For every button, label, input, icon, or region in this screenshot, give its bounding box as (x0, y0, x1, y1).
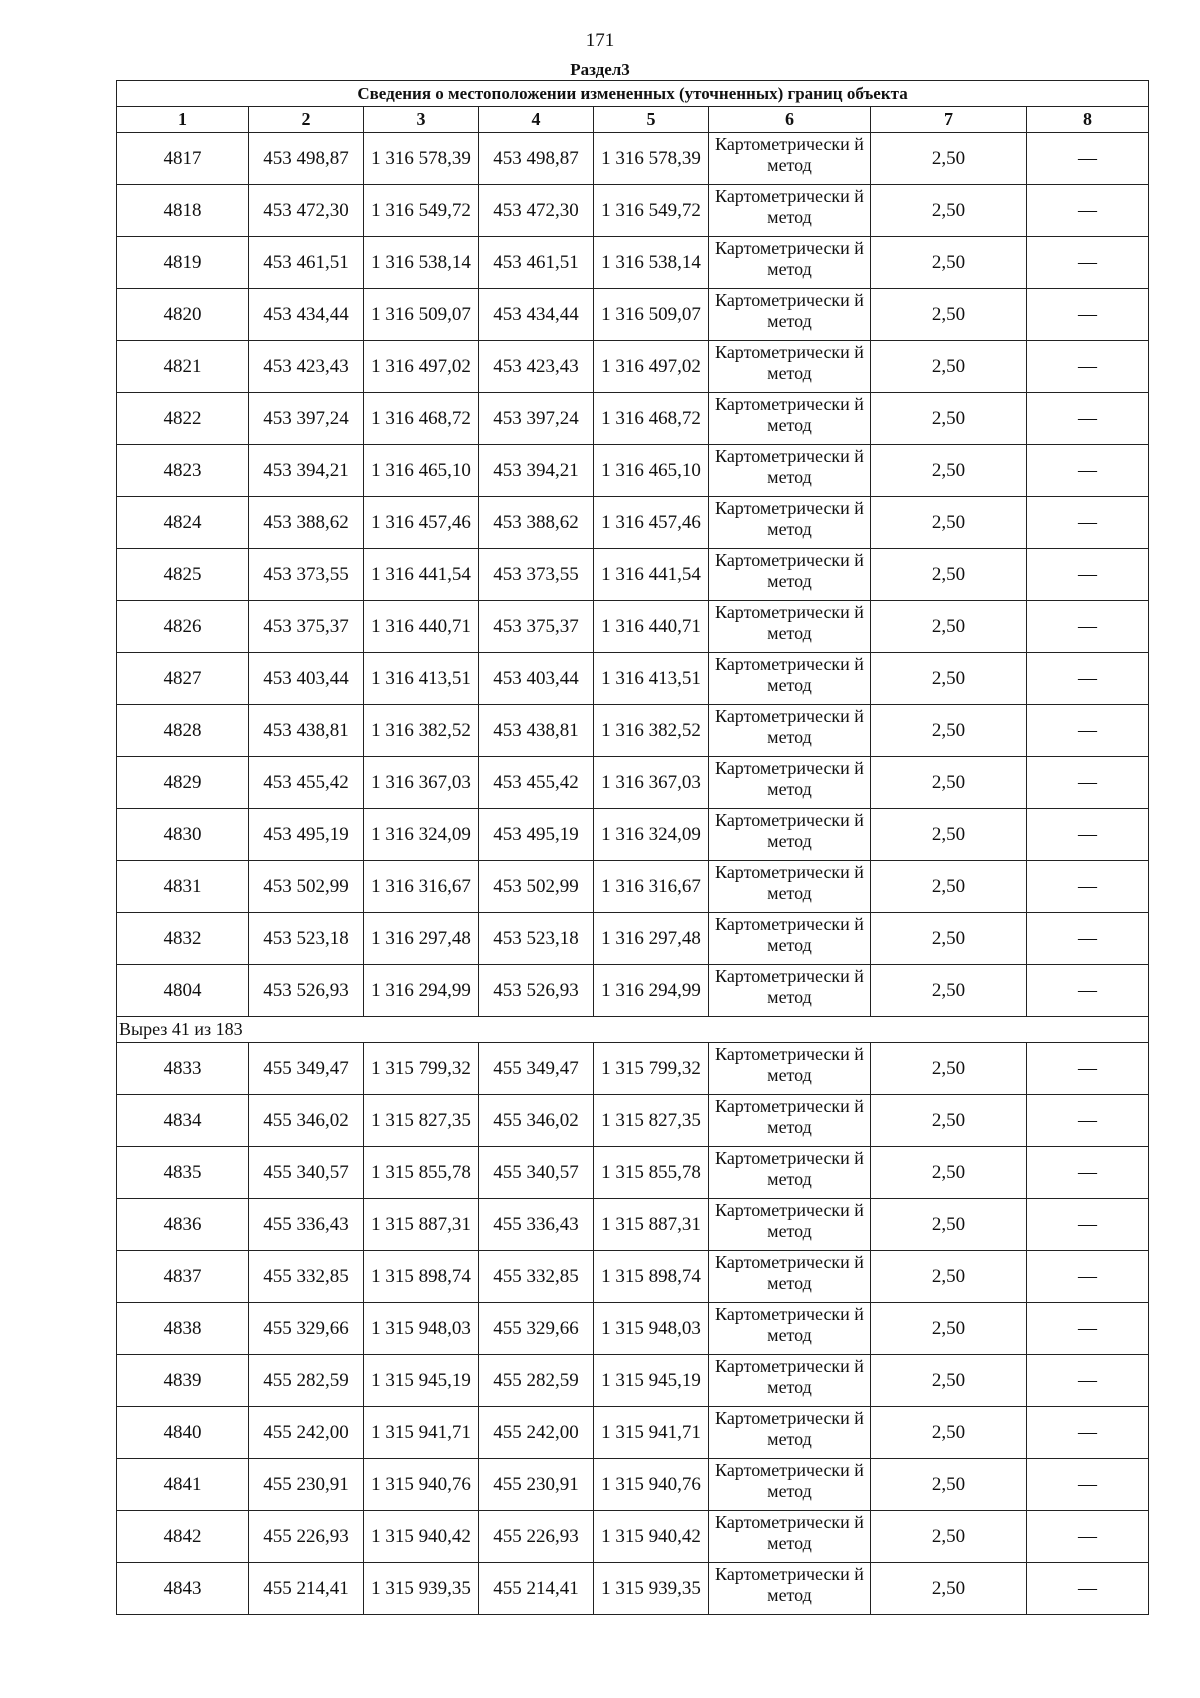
x-existing-cell: 453 438,81 (249, 705, 364, 757)
x-existing-cell: 455 340,57 (249, 1147, 364, 1199)
x-new-cell: 455 242,00 (479, 1407, 594, 1459)
point-number-cell: 4834 (117, 1095, 249, 1147)
y-new-cell: 1 315 799,32 (594, 1043, 709, 1095)
y-new-cell: 1 316 382,52 (594, 705, 709, 757)
y-existing-cell: 1 316 413,51 (364, 653, 479, 705)
y-existing-cell: 1 315 898,74 (364, 1251, 479, 1303)
y-existing-cell: 1 316 538,14 (364, 237, 479, 289)
y-new-cell: 1 316 509,07 (594, 289, 709, 341)
point-number-cell: 4833 (117, 1043, 249, 1095)
y-new-cell: 1 316 367,03 (594, 757, 709, 809)
accuracy-cell: 2,50 (871, 185, 1027, 237)
table-row (117, 1355, 1149, 1407)
point-number-cell: 4817 (117, 133, 249, 185)
column-number-8: 8 (1027, 107, 1149, 133)
point-number-cell: 4841 (117, 1459, 249, 1511)
x-new-cell: 455 329,66 (479, 1303, 594, 1355)
y-new-cell: 1 316 465,10 (594, 445, 709, 497)
method-cell: Картометрически й метод (709, 809, 871, 861)
table-body (117, 133, 1149, 1615)
accuracy-cell: 2,50 (871, 705, 1027, 757)
x-new-cell: 455 346,02 (479, 1095, 594, 1147)
accuracy-cell: 2,50 (871, 1147, 1027, 1199)
x-new-cell: 453 423,43 (479, 341, 594, 393)
column-number-1: 1 (117, 107, 249, 133)
table-row (117, 237, 1149, 289)
description-cell: — (1027, 185, 1149, 237)
x-existing-cell: 455 242,00 (249, 1407, 364, 1459)
accuracy-cell: 2,50 (871, 393, 1027, 445)
x-new-cell: 455 336,43 (479, 1199, 594, 1251)
point-number-cell: 4832 (117, 913, 249, 965)
point-number-cell: 4829 (117, 757, 249, 809)
description-cell: — (1027, 757, 1149, 809)
description-cell: — (1027, 133, 1149, 185)
method-cell: Картометрически й метод (709, 1407, 871, 1459)
y-new-cell: 1 315 948,03 (594, 1303, 709, 1355)
description-cell: — (1027, 705, 1149, 757)
description-cell: — (1027, 1355, 1149, 1407)
point-number-cell: 4825 (117, 549, 249, 601)
y-new-cell: 1 315 945,19 (594, 1355, 709, 1407)
y-existing-cell: 1 316 316,67 (364, 861, 479, 913)
point-number-cell: 4842 (117, 1511, 249, 1563)
y-existing-cell: 1 316 441,54 (364, 549, 479, 601)
point-number-cell: 4818 (117, 185, 249, 237)
method-cell: Картометрически й метод (709, 705, 871, 757)
table-row (117, 1407, 1149, 1459)
y-existing-cell: 1 315 948,03 (364, 1303, 479, 1355)
x-new-cell: 453 375,37 (479, 601, 594, 653)
table-caption: Сведения о местоположении измененных (уточненных) границ объекта (117, 81, 1149, 107)
y-new-cell: 1 316 468,72 (594, 393, 709, 445)
y-new-cell: 1 315 940,42 (594, 1511, 709, 1563)
method-cell: Картометрически й метод (709, 497, 871, 549)
table-row (117, 1303, 1149, 1355)
point-number-cell: 4820 (117, 289, 249, 341)
y-new-cell: 1 316 297,48 (594, 913, 709, 965)
y-new-cell: 1 316 441,54 (594, 549, 709, 601)
accuracy-cell: 2,50 (871, 1355, 1027, 1407)
x-new-cell: 455 214,41 (479, 1563, 594, 1615)
point-number-cell: 4827 (117, 653, 249, 705)
x-new-cell: 453 461,51 (479, 237, 594, 289)
x-existing-cell: 455 329,66 (249, 1303, 364, 1355)
description-cell: — (1027, 653, 1149, 705)
accuracy-cell: 2,50 (871, 1563, 1027, 1615)
x-new-cell: 453 394,21 (479, 445, 594, 497)
x-new-cell: 455 230,91 (479, 1459, 594, 1511)
x-existing-cell: 455 230,91 (249, 1459, 364, 1511)
x-new-cell: 455 282,59 (479, 1355, 594, 1407)
column-number-4: 4 (479, 107, 594, 133)
x-new-cell: 453 397,24 (479, 393, 594, 445)
x-existing-cell: 453 388,62 (249, 497, 364, 549)
method-cell: Картометрически й метод (709, 601, 871, 653)
x-existing-cell: 455 349,47 (249, 1043, 364, 1095)
accuracy-cell: 2,50 (871, 1043, 1027, 1095)
description-cell: — (1027, 289, 1149, 341)
y-new-cell: 1 316 440,71 (594, 601, 709, 653)
description-cell: — (1027, 1199, 1149, 1251)
accuracy-cell: 2,50 (871, 913, 1027, 965)
method-cell: Картометрически й метод (709, 1355, 871, 1407)
y-existing-cell: 1 316 549,72 (364, 185, 479, 237)
y-existing-cell: 1 315 887,31 (364, 1199, 479, 1251)
description-cell: — (1027, 1459, 1149, 1511)
method-cell: Картометрически й метод (709, 1095, 871, 1147)
table-row (117, 185, 1149, 237)
y-new-cell: 1 315 939,35 (594, 1563, 709, 1615)
table-row (117, 1199, 1149, 1251)
x-new-cell: 453 373,55 (479, 549, 594, 601)
description-cell: — (1027, 497, 1149, 549)
accuracy-cell: 2,50 (871, 1199, 1027, 1251)
y-new-cell: 1 315 940,76 (594, 1459, 709, 1511)
accuracy-cell: 2,50 (871, 1303, 1027, 1355)
column-number-7: 7 (871, 107, 1027, 133)
table-row (117, 1459, 1149, 1511)
point-number-cell: 4828 (117, 705, 249, 757)
x-new-cell: 453 495,19 (479, 809, 594, 861)
accuracy-cell: 2,50 (871, 757, 1027, 809)
method-cell: Картометрически й метод (709, 1459, 871, 1511)
table-row (117, 653, 1149, 705)
table-row (117, 601, 1149, 653)
y-existing-cell: 1 316 297,48 (364, 913, 479, 965)
column-number-3: 3 (364, 107, 479, 133)
x-existing-cell: 453 423,43 (249, 341, 364, 393)
table-row (117, 809, 1149, 861)
accuracy-cell: 2,50 (871, 1511, 1027, 1563)
y-existing-cell: 1 316 578,39 (364, 133, 479, 185)
y-existing-cell: 1 316 509,07 (364, 289, 479, 341)
x-new-cell: 453 502,99 (479, 861, 594, 913)
description-cell: — (1027, 1043, 1149, 1095)
x-existing-cell: 453 472,30 (249, 185, 364, 237)
method-cell: Картометрически й метод (709, 1251, 871, 1303)
point-number-cell: 4843 (117, 1563, 249, 1615)
description-cell: — (1027, 601, 1149, 653)
x-existing-cell: 453 455,42 (249, 757, 364, 809)
y-new-cell: 1 316 497,02 (594, 341, 709, 393)
table-row (117, 1563, 1149, 1615)
table-row (117, 497, 1149, 549)
y-new-cell: 1 315 855,78 (594, 1147, 709, 1199)
y-existing-cell: 1 316 497,02 (364, 341, 479, 393)
y-new-cell: 1 316 457,46 (594, 497, 709, 549)
page-number: 171 (585, 30, 615, 51)
y-new-cell: 1 315 827,35 (594, 1095, 709, 1147)
table-row (117, 913, 1149, 965)
description-cell: — (1027, 237, 1149, 289)
table-row (117, 341, 1149, 393)
y-new-cell: 1 316 316,67 (594, 861, 709, 913)
point-number-cell: 4838 (117, 1303, 249, 1355)
y-existing-cell: 1 316 294,99 (364, 965, 479, 1017)
y-new-cell: 1 316 578,39 (594, 133, 709, 185)
description-cell: — (1027, 1303, 1149, 1355)
point-number-cell: 4835 (117, 1147, 249, 1199)
table-row (117, 445, 1149, 497)
x-new-cell: 453 438,81 (479, 705, 594, 757)
x-existing-cell: 453 523,18 (249, 913, 364, 965)
method-cell: Картометрически й метод (709, 757, 871, 809)
method-cell: Картометрически й метод (709, 1511, 871, 1563)
description-cell: — (1027, 913, 1149, 965)
y-existing-cell: 1 316 468,72 (364, 393, 479, 445)
x-existing-cell: 455 346,02 (249, 1095, 364, 1147)
y-existing-cell: 1 315 940,42 (364, 1511, 479, 1563)
point-number-cell: 4822 (117, 393, 249, 445)
description-cell: — (1027, 1251, 1149, 1303)
table-row (117, 289, 1149, 341)
y-new-cell: 1 316 413,51 (594, 653, 709, 705)
x-new-cell: 455 226,93 (479, 1511, 594, 1563)
x-existing-cell: 453 375,37 (249, 601, 364, 653)
x-existing-cell: 453 397,24 (249, 393, 364, 445)
table-row (117, 1147, 1149, 1199)
x-existing-cell: 453 461,51 (249, 237, 364, 289)
x-new-cell: 453 498,87 (479, 133, 594, 185)
y-new-cell: 1 315 941,71 (594, 1407, 709, 1459)
table-row (117, 1511, 1149, 1563)
description-cell: — (1027, 549, 1149, 601)
point-number-cell: 4830 (117, 809, 249, 861)
x-new-cell: 453 434,44 (479, 289, 594, 341)
accuracy-cell: 2,50 (871, 341, 1027, 393)
y-new-cell: 1 316 549,72 (594, 185, 709, 237)
method-cell: Картометрически й метод (709, 445, 871, 497)
method-cell: Картометрически й метод (709, 1147, 871, 1199)
accuracy-cell: 2,50 (871, 289, 1027, 341)
description-cell: — (1027, 861, 1149, 913)
x-existing-cell: 455 214,41 (249, 1563, 364, 1615)
y-existing-cell: 1 315 799,32 (364, 1043, 479, 1095)
point-number-cell: 4836 (117, 1199, 249, 1251)
y-new-cell: 1 316 294,99 (594, 965, 709, 1017)
point-number-cell: 4840 (117, 1407, 249, 1459)
table-row (117, 965, 1149, 1017)
accuracy-cell: 2,50 (871, 809, 1027, 861)
y-existing-cell: 1 316 367,03 (364, 757, 479, 809)
accuracy-cell: 2,50 (871, 133, 1027, 185)
accuracy-cell: 2,50 (871, 1095, 1027, 1147)
table-row (117, 393, 1149, 445)
x-new-cell: 455 332,85 (479, 1251, 594, 1303)
method-cell: Картометрически й метод (709, 549, 871, 601)
method-cell: Картометрически й метод (709, 965, 871, 1017)
method-cell: Картометрически й метод (709, 861, 871, 913)
description-cell: — (1027, 1511, 1149, 1563)
y-existing-cell: 1 316 457,46 (364, 497, 479, 549)
x-existing-cell: 453 498,87 (249, 133, 364, 185)
table-row (117, 1095, 1149, 1147)
table-row (117, 705, 1149, 757)
x-existing-cell: 455 226,93 (249, 1511, 364, 1563)
cutout-section-label: Вырез 41 из 183 (117, 1017, 1149, 1043)
method-cell: Картометрически й метод (709, 185, 871, 237)
method-cell: Картометрически й метод (709, 1303, 871, 1355)
boundary-coordinates-table (116, 80, 1149, 1615)
y-existing-cell: 1 315 855,78 (364, 1147, 479, 1199)
y-new-cell: 1 315 887,31 (594, 1199, 709, 1251)
x-new-cell: 453 523,18 (479, 913, 594, 965)
accuracy-cell: 2,50 (871, 1251, 1027, 1303)
y-existing-cell: 1 315 940,76 (364, 1459, 479, 1511)
x-new-cell: 453 388,62 (479, 497, 594, 549)
cutout-section-row (117, 1017, 1149, 1043)
method-cell: Картометрически й метод (709, 341, 871, 393)
description-cell: — (1027, 1095, 1149, 1147)
y-existing-cell: 1 315 827,35 (364, 1095, 479, 1147)
description-cell: — (1027, 393, 1149, 445)
method-cell: Картометрически й метод (709, 1563, 871, 1615)
x-existing-cell: 453 373,55 (249, 549, 364, 601)
y-existing-cell: 1 316 324,09 (364, 809, 479, 861)
column-number-6: 6 (709, 107, 871, 133)
x-existing-cell: 453 403,44 (249, 653, 364, 705)
x-new-cell: 453 472,30 (479, 185, 594, 237)
column-number-5: 5 (594, 107, 709, 133)
x-existing-cell: 453 434,44 (249, 289, 364, 341)
accuracy-cell: 2,50 (871, 965, 1027, 1017)
point-number-cell: 4831 (117, 861, 249, 913)
y-new-cell: 1 316 538,14 (594, 237, 709, 289)
x-existing-cell: 453 495,19 (249, 809, 364, 861)
accuracy-cell: 2,50 (871, 1459, 1027, 1511)
point-number-cell: 4821 (117, 341, 249, 393)
column-number-row (117, 107, 1149, 133)
table-row (117, 133, 1149, 185)
x-existing-cell: 453 394,21 (249, 445, 364, 497)
point-number-cell: 4819 (117, 237, 249, 289)
y-new-cell: 1 316 324,09 (594, 809, 709, 861)
point-number-cell: 4824 (117, 497, 249, 549)
accuracy-cell: 2,50 (871, 497, 1027, 549)
accuracy-cell: 2,50 (871, 237, 1027, 289)
y-existing-cell: 1 316 440,71 (364, 601, 479, 653)
method-cell: Картометрически й метод (709, 393, 871, 445)
method-cell: Картометрически й метод (709, 1199, 871, 1251)
accuracy-cell: 2,50 (871, 653, 1027, 705)
description-cell: — (1027, 341, 1149, 393)
table-row (117, 1043, 1149, 1095)
accuracy-cell: 2,50 (871, 549, 1027, 601)
y-existing-cell: 1 315 941,71 (364, 1407, 479, 1459)
point-number-cell: 4823 (117, 445, 249, 497)
description-cell: — (1027, 1407, 1149, 1459)
table-row (117, 549, 1149, 601)
x-existing-cell: 455 336,43 (249, 1199, 364, 1251)
description-cell: — (1027, 1563, 1149, 1615)
x-existing-cell: 453 502,99 (249, 861, 364, 913)
method-cell: Картометрически й метод (709, 1043, 871, 1095)
description-cell: — (1027, 445, 1149, 497)
y-existing-cell: 1 316 465,10 (364, 445, 479, 497)
x-existing-cell: 455 282,59 (249, 1355, 364, 1407)
x-new-cell: 455 349,47 (479, 1043, 594, 1095)
point-number-cell: 4839 (117, 1355, 249, 1407)
method-cell: Картометрически й метод (709, 289, 871, 341)
point-number-cell: 4826 (117, 601, 249, 653)
x-new-cell: 453 455,42 (479, 757, 594, 809)
accuracy-cell: 2,50 (871, 601, 1027, 653)
method-cell: Картометрически й метод (709, 913, 871, 965)
section-title: Раздел3 (570, 60, 630, 79)
x-existing-cell: 455 332,85 (249, 1251, 364, 1303)
x-new-cell: 455 340,57 (479, 1147, 594, 1199)
x-new-cell: 453 526,93 (479, 965, 594, 1017)
x-existing-cell: 453 526,93 (249, 965, 364, 1017)
point-number-cell: 4837 (117, 1251, 249, 1303)
description-cell: — (1027, 965, 1149, 1017)
method-cell: Картометрически й метод (709, 133, 871, 185)
description-cell: — (1027, 809, 1149, 861)
x-new-cell: 453 403,44 (479, 653, 594, 705)
y-existing-cell: 1 315 945,19 (364, 1355, 479, 1407)
accuracy-cell: 2,50 (871, 445, 1027, 497)
description-cell: — (1027, 1147, 1149, 1199)
column-number-2: 2 (249, 107, 364, 133)
table-row (117, 757, 1149, 809)
accuracy-cell: 2,50 (871, 1407, 1027, 1459)
point-number-cell: 4804 (117, 965, 249, 1017)
table-row (117, 861, 1149, 913)
table-row (117, 1251, 1149, 1303)
method-cell: Картометрически й метод (709, 653, 871, 705)
method-cell: Картометрически й метод (709, 237, 871, 289)
y-new-cell: 1 315 898,74 (594, 1251, 709, 1303)
y-existing-cell: 1 315 939,35 (364, 1563, 479, 1615)
accuracy-cell: 2,50 (871, 861, 1027, 913)
y-existing-cell: 1 316 382,52 (364, 705, 479, 757)
